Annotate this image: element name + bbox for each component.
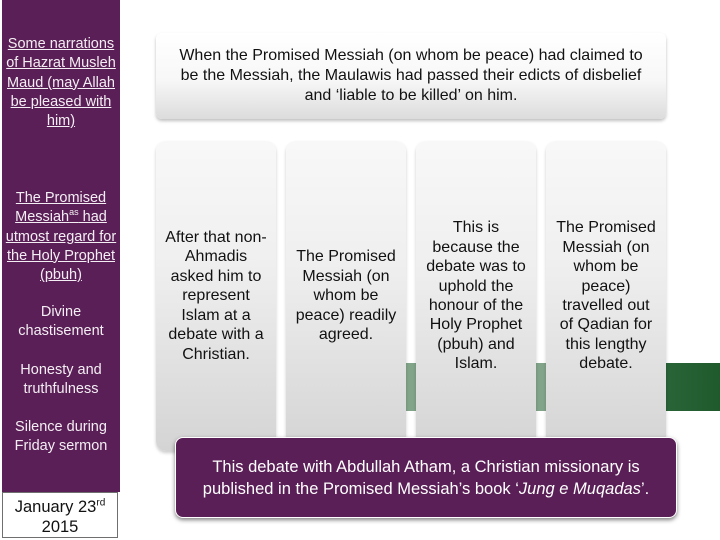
column-text-1: After that non-Ahmadis asked him to represent Islam at a debate with a Christian. xyxy=(165,229,267,363)
date-superscript: rd xyxy=(96,497,106,509)
superscript: as xyxy=(69,207,79,218)
sidebar-item-honesty: Honesty and truthfulness xyxy=(20,362,102,398)
book-title: Jung e Muqadas xyxy=(518,479,641,498)
sidebar-item-silence-friday-sermon: Silence during Friday sermon xyxy=(14,419,108,455)
top-statement-card xyxy=(156,33,666,119)
column-text-2: The Promised Messiah (on whom be peace) readily agreed. xyxy=(295,248,397,344)
column-card-3 xyxy=(416,141,536,451)
column-text-4: The Promised Messiah (on whom be peace) travelled out of Qadian for this lengthy debate. xyxy=(556,219,656,373)
column-text-3: This is because the debate was to uphold the honour of the Holy Prophet (pbuh) and Islam. xyxy=(426,219,526,373)
bottom-summary-card xyxy=(175,437,677,518)
sidebar xyxy=(2,0,120,492)
date-year: 2015 xyxy=(41,518,79,536)
top-statement-text: When the Promised Messiah (on whom be peace) had claimed to be the Messiah, the Maulawis had passed their edicts of disbelief and ‘liable to be killed’ on him. xyxy=(179,47,643,104)
column-card-4 xyxy=(546,141,666,451)
sidebar-link-text: The Promised Messiah xyxy=(15,190,107,226)
column-card-1 xyxy=(156,141,276,451)
date-prefix: January 23 xyxy=(14,498,97,516)
sidebar-item-divine-chastisement: Divine chastisement xyxy=(18,304,104,340)
sidebar-link-text: had utmost regard for the Holy Prophet (pbuh) xyxy=(5,209,117,284)
summary-text-after: ’. xyxy=(640,479,650,498)
bottom-summary-text xyxy=(184,456,668,500)
column-card-2 xyxy=(286,141,406,451)
sidebar-link-musleh-maud-narrations[interactable]: Some narrations of Hazrat Musleh Maud (may Allah be pleased with him) xyxy=(6,36,116,130)
date-box xyxy=(2,492,118,538)
sidebar-link-regard-for-holy-prophet[interactable] xyxy=(2,189,120,285)
summary-text-before: This debate with Abdullah Atham, a Christian missionary is published in the Promised Messiah’s book ‘ xyxy=(202,457,640,498)
